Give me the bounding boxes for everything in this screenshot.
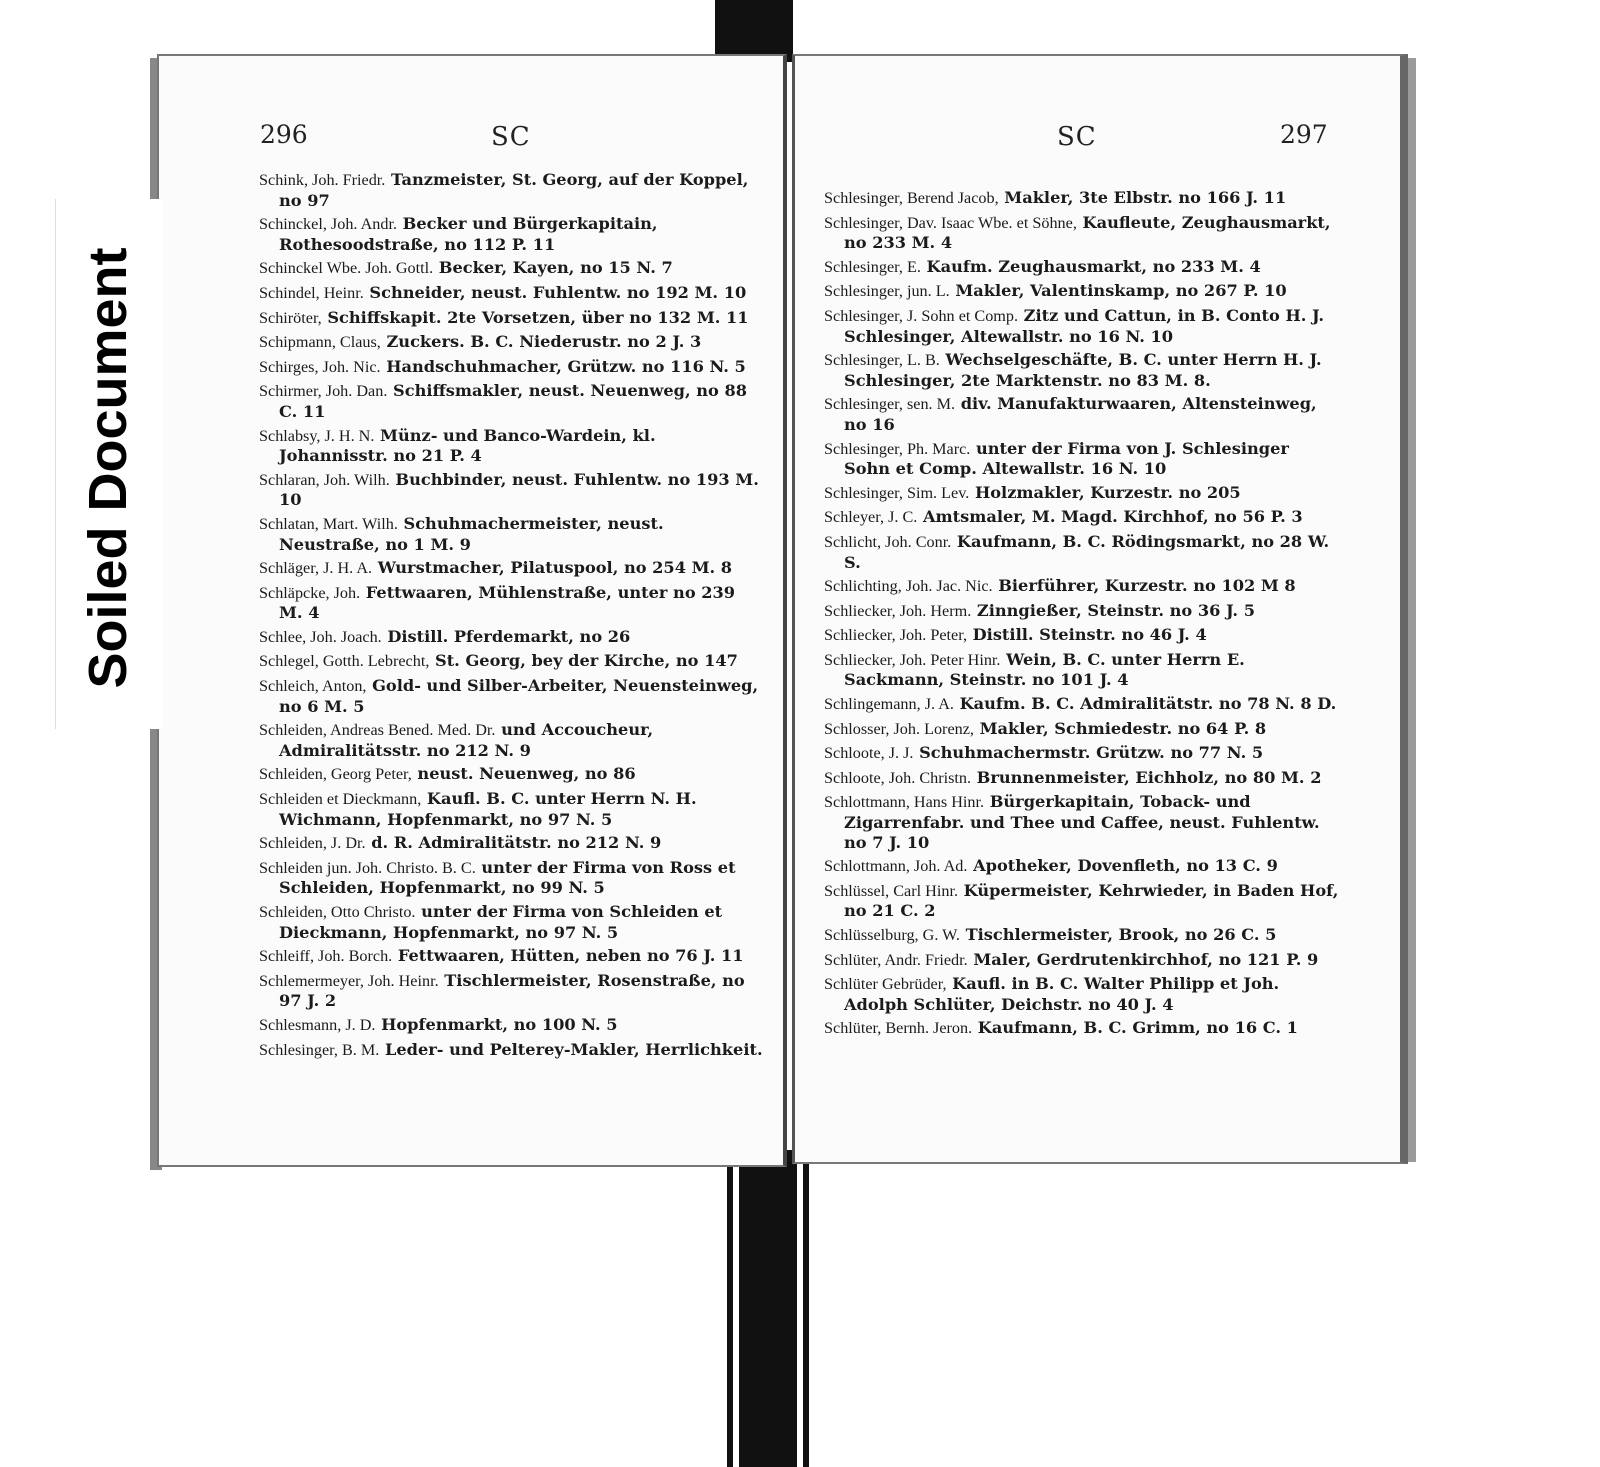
entry-name: Schlesinger, L. B. [824,351,940,370]
entry-details: Kaufleute, Zeughausmarkt, no 233 M. 4 [844,212,1331,253]
entry-details: Kaufm. B. C. Admiralitätstr. no 78 N. 8 D. [953,694,1337,714]
entry-details: Schiffskapit. 2te Vorsetzen, über no 132 M. 11 [321,307,749,327]
entry-name: Schlesinger, Berend Jacob, [824,189,999,207]
entry-name: Schlingemann, J. A. [824,695,954,714]
entry-details: Buchbinder, neust. Fuhlentw. no 193 M. 10 [279,469,759,510]
directory-entry [824,719,1339,740]
directory-entry [824,188,1339,209]
entry-name: Schindel, Heinr. [259,283,364,302]
entry-details: Brunnenmeister, Eichholz, no 80 M. 2 [971,767,1322,787]
entry-name: Schlemermeyer, Joh. Heinr. [259,971,439,990]
entry-name: Schlesinger, Ph. Marc. [824,439,971,458]
directory-entry [824,507,1339,528]
entry-name: Schlesmann, J. D. [259,1015,376,1034]
entry-name: Schlesinger, B. M. [259,1040,380,1059]
entry-details: und Accoucheur, Admiralitätsstr. no 212 N. 9 [279,720,654,760]
entry-details: Kaufl. B. C. unter Herrn N. H. Wichmann, Hopfenmarkt, no 97 N. 5 [279,789,697,829]
entry-details: Schuhmachermstr. Grützw. no 77 N. 5 [913,743,1264,763]
directory-entry [259,627,764,648]
entry-name: Schlesinger, Dav. Isaac Wbe. et Söhne, [824,213,1077,232]
directory-entry [259,971,764,1011]
entry-details: Leder- und Pelterey-Makler, Herrlichkeit. [379,1039,763,1059]
entry-details: Maler, Gerdrutenkirchhof, no 121 P. 9 [967,949,1319,969]
directory-entry [824,881,1339,921]
directory-entry [824,1018,1339,1039]
entry-name: Schlüsselburg, G. W. [824,926,960,944]
directory-entry [259,720,764,760]
directory-entry [824,576,1339,597]
entry-name: Schinckel, Joh. Andr. [259,215,398,234]
binding-strip-bottom [727,1150,809,1467]
entry-details: St. Georg, bey der Kirche, no 147 [429,651,738,671]
directory-entry [259,332,764,353]
directory-entry [824,792,1339,852]
entry-details: d. R. Admiralitätstr. no 212 N. 9 [365,833,662,853]
entry-name: Schiröter, [259,308,322,327]
directory-entry [259,583,764,623]
entry-name: Schlesinger, J. Sohn et Comp. [824,306,1019,325]
entry-name: Schlesinger, sen. M. [824,395,956,414]
directory-entry [824,532,1339,572]
left-page [157,54,787,1167]
directory-entry [824,439,1339,479]
directory-entry [259,764,764,785]
directory-entry [824,281,1339,302]
entry-name: Schipmann, Claus, [259,333,381,352]
entry-name: Schliecker, Joh. Herm. [824,601,972,620]
entry-name: Schlüssel, Carl Hinr. [824,881,958,900]
entry-details: Tischlermeister, Rosenstraße, no 97 J. 2 [279,970,745,1011]
entry-details: Becker und Bürgerkapitain, Rothesoodstraße, no 112 P. 11 [279,214,658,254]
directory-entry [259,558,764,579]
entry-name: Schleich, Anton, [259,677,367,696]
entry-details: Makler, Schmiedestr. no 64 P. 8 [973,718,1267,738]
entry-name: Schlatan, Mart. Wilh. [259,514,398,533]
entry-name: Schirges, Joh. Nic. [259,357,381,376]
directory-entry [259,789,764,829]
right-page [792,54,1408,1164]
entry-details: Bürgerkapitain, Toback- und Zigarrenfabr. und Thee und Caffee, neust. Fuhlentw. no 7 J. 10 [844,792,1320,852]
entry-details: Münz- und Banco-Wardein, kl. Johannisstr. no 21 P. 4 [279,425,656,466]
page-header-left: SC [491,122,531,152]
entry-name: Schinckel Wbe. Joh. Gottl. [259,259,434,278]
entry-name: Schlabsy, J. H. N. [259,426,375,445]
entry-name: Schlesinger, E. [824,257,921,276]
entry-details: Fettwaaren, Hütten, neben no 76 J. 11 [392,946,744,966]
entry-details: Gold- und Silber-Arbeiter, Neuensteinweg, no 6 M. 5 [279,676,759,716]
page-number-left: 296 [260,120,308,149]
directory-entry [824,650,1339,690]
directory-entry [259,514,764,554]
entry-details: Zinngießer, Steinstr. no 36 J. 5 [971,600,1255,620]
page-number-right: 297 [1280,120,1328,149]
entry-name: Schleiden, J. Dr. [259,834,366,853]
entry-details: Kaufm. Zeughausmarkt, no 233 M. 4 [920,256,1261,276]
entry-details: Schneider, neust. Fuhlentw. no 192 M. 10 [363,282,747,302]
directory-entry [824,213,1339,253]
directory-entry [824,257,1339,278]
directory-entry [824,768,1339,789]
entry-name: Schlüter, Andr. Friedr. [824,950,968,969]
entry-name: Schlegel, Gotth. Lebrecht, [259,652,430,671]
entry-name: Schliecker, Joh. Peter Hinr. [824,650,1001,669]
entry-details: unter der Firma von J. Schlesinger Sohn et Comp. Altewallstr. 16 N. 10 [844,438,1289,479]
directory-entry [259,676,764,716]
entry-name: Schläpcke, Joh. [259,583,361,602]
entry-name: Schlesinger, jun. L. [824,282,950,301]
entry-details: Becker, Kayen, no 15 N. 7 [433,258,673,278]
entry-name: Schirmer, Joh. Dan. [259,382,388,401]
entry-name: Schleiden et Dieckmann, [259,790,422,809]
entry-details: Handschuhmacher, Grützw. no 116 N. 5 [380,356,746,376]
directory-entry [259,426,764,466]
directory-entry [824,694,1339,715]
entry-name: Schink, Joh. Friedr. [259,171,386,189]
entry-name: Schlottmann, Joh. Ad. [824,857,968,876]
entry-details: Wein, B. C. unter Herrn E. Sackmann, Steinstr. no 101 J. 4 [844,649,1245,690]
entry-details: div. Manufakturwaaren, Altensteinweg, no 16 [844,394,1317,434]
directory-entry [259,381,764,421]
directory-entry [259,651,764,672]
directory-entry [259,902,764,942]
directory-entry [259,1015,764,1036]
directory-entry [824,950,1339,971]
entry-details: Küpermeister, Kehrwieder, in Baden Hof, no 21 C. 2 [844,880,1339,921]
entry-details: neust. Neuenweg, no 86 [411,764,636,784]
entry-name: Schlüter, Bernh. Jeron. [824,1019,973,1038]
entry-name: Schlicht, Joh. Conr. [824,532,952,551]
entry-name: Schlosser, Joh. Lorenz, [824,719,974,738]
entry-name: Schloote, Joh. Christn. [824,768,972,787]
directory-entry [259,283,764,304]
directory-entry [259,858,764,898]
page-header-right: SC [1057,122,1097,152]
directory-entry [259,470,764,510]
entry-details: Apotheker, Dovenfleth, no 13 C. 9 [967,856,1278,876]
entry-name: Schleiden, Andreas Bened. Med. Dr. [259,721,496,740]
directory-entry [824,625,1339,646]
entry-details: Zuckers. B. C. Niederustr. no 2 J. 3 [380,332,702,352]
entry-name: Schleyer, J. C. [824,508,918,527]
directory-entry [259,258,764,279]
entry-name: Schleiden, Georg Peter, [259,765,412,784]
entry-details: Schuhmachermeister, neust. Neustraße, no 1 M. 9 [279,513,664,554]
entry-details: Holzmakler, Kurzestr. no 205 [969,482,1241,502]
directory-entry [259,1040,764,1061]
entry-details: unter der Firma von Ross et Schleiden, Hopfenmarkt, no 99 N. 5 [279,857,736,898]
directory-entry [824,306,1339,346]
entry-details: Makler, Valentinskamp, no 267 P. 10 [949,281,1287,301]
directory-entry [824,925,1339,946]
entry-name: Schlottmann, Hans Hinr. [824,793,985,812]
directory-entry [259,833,764,854]
entry-name: Schleiden jun. Joh. Christo. B. C. [259,858,476,877]
entry-details: Distill. Steinstr. no 46 J. 4 [967,625,1207,645]
entry-name: Schliecker, Joh. Peter, [824,626,967,645]
entry-details: Makler, 3te Elbstr. no 166 J. 11 [998,188,1287,207]
directory-entry [824,974,1339,1014]
entry-details: Wurstmacher, Pilatuspool, no 254 M. 8 [372,558,733,578]
directory-entry [259,357,764,378]
entry-details: Schiffsmakler, neust. Neuenweg, no 88 C. 11 [279,381,747,421]
entry-details: unter der Firma von Schleiden et Dieckmann, Hopfenmarkt, no 97 N. 5 [279,902,723,942]
entry-list-right [824,188,1339,1043]
entry-name: Schleiden, Otto Christo. [259,903,416,921]
entry-details: Wechselgeschäfte, B. C. unter Herrn H. J. Schlesinger, 2te Marktenstr. no 83 M. 8. [844,350,1322,390]
entry-name: Schlüter Gebrüder, [824,975,947,994]
entry-details: Kaufmann, B. C. Grimm, no 16 C. 1 [972,1018,1298,1038]
entry-name: Schlesinger, Sim. Lev. [824,483,970,502]
entry-details: Distill. Pferdemarkt, no 26 [381,626,631,646]
binding-strip-top [715,0,793,62]
soiled-document-label: Soiled Document [78,247,138,689]
directory-entry [259,214,764,254]
entry-details: Bierführer, Kurzestr. no 102 M 8 [992,576,1296,596]
entry-name: Schlaran, Joh. Wilh. [259,470,390,489]
entry-name: Schleiff, Joh. Borch. [259,947,393,966]
entry-name: Schloote, J. J. [824,744,914,763]
directory-entry [824,601,1339,622]
entry-name: Schlee, Joh. Joach. [259,627,382,646]
directory-entry [824,483,1339,504]
entry-details: Fettwaaren, Mühlenstraße, unter no 239 M. 4 [279,582,736,623]
entry-details: Hopfenmarkt, no 100 N. 5 [375,1014,618,1034]
directory-entry [824,394,1339,434]
entry-name: Schlichting, Joh. Jac. Nic. [824,577,993,596]
entry-details: Zitz und Cattun, in B. Conto H. J. Schlesinger, Altewallstr. no 16 N. 10 [844,305,1325,346]
entry-details: Tanzmeister, St. Georg, auf der Koppel, no 97 [279,170,749,210]
entry-name: Schläger, J. H. A. [259,559,373,578]
directory-entry [824,856,1339,877]
directory-entry [259,946,764,967]
directory-entry [259,170,764,210]
directory-entry [824,743,1339,764]
directory-entry [824,350,1339,390]
entry-details: Tischlermeister, Brook, no 26 C. 5 [959,925,1277,944]
entry-list-left [259,170,764,1064]
directory-entry [259,308,764,329]
entry-details: Amtsmaler, M. Magd. Kirchhof, no 56 P. 3 [917,507,1303,527]
entry-details: Kaufl. in B. C. Walter Philipp et Joh. Adolph Schlüter, Deichstr. no 40 J. 4 [844,974,1280,1014]
entry-details: Kaufmann, B. C. Rödingsmarkt, no 28 W. S. [844,531,1330,572]
